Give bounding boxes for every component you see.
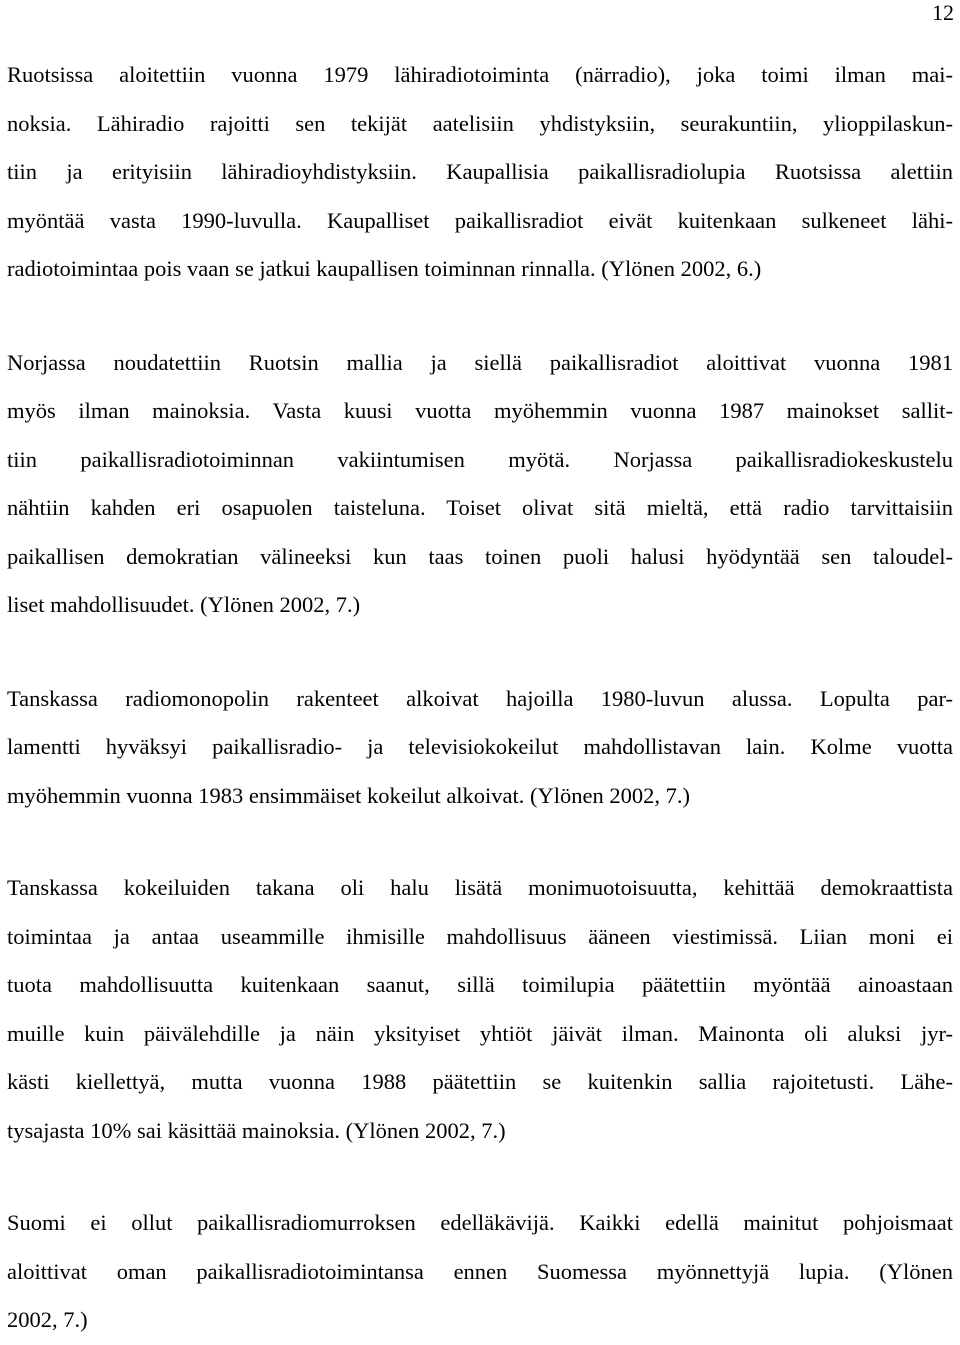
text-line: 2002, 7.)	[7, 1307, 88, 1332]
text-line: liset mahdollisuudet. (Ylönen 2002, 7.)	[7, 592, 361, 617]
text-line: Tanskassa kokeiluiden takana oli halu lisätä monimuotoisuutta, kehittää demokraattista	[7, 875, 953, 900]
text-line: aloittivat oman paikallisradiotoimintansa ennen Suomessa myönnettyjä lupia. (Ylönen	[7, 1258, 953, 1284]
text-line: muille kuin päivälehdille ja näin yksityiset yhtiöt jäivät ilman. Mainonta oli aluksi jyr-	[7, 1020, 953, 1046]
text-line: Tanskassa radiomonopolin rakenteet alkoivat hajoilla 1980-luvun alussa. Lopulta par-	[7, 685, 953, 711]
document-body	[7, 51, 953, 1345]
text-line: tysajasta 10% sai käsittää mainoksia. (Ylönen 2002, 7.)	[7, 1117, 506, 1143]
paragraph-sweden	[7, 51, 953, 294]
paragraph-norway	[7, 339, 953, 630]
text-line: Norjassa noudatettiin Ruotsin mallia ja siellä paikallisradiot aloittivat vuonna 1981	[7, 349, 953, 375]
paragraph-finland	[7, 1199, 953, 1345]
text-line: lamentti hyväksyi paikallisradio- ja televisiokokeilut mahdollistavan lain. Kolme vuotta	[7, 734, 953, 759]
page-number: 12	[932, 0, 954, 25]
paragraph-denmark-trials	[7, 864, 953, 1155]
text-line: tuota mahdollisuutta kuitenkaan saanut, sillä toimilupia päätettiin myöntää ainoastaan	[7, 972, 953, 997]
text-line: myöntää vasta 1990-luvulla. Kaupalliset paikallisradiot eivät kuitenkaan sulkeneet lähi-	[7, 207, 953, 233]
text-line: Suomi ei ollut paikallisradiomurroksen edelläkävijä. Kaikki edellä mainitut pohjoismaat	[7, 1210, 953, 1235]
text-line: radiotoimintaa pois vaan se jatkui kaupallisen toiminnan rinnalla. (Ylönen 2002, 6.)	[7, 256, 762, 281]
text-line: toimintaa ja antaa useammille ihmisille mahdollisuus ääneen viestimissä. Liian moni ei	[7, 923, 953, 949]
text-line: myös ilman mainoksia. Vasta kuusi vuotta myöhemmin vuonna 1987 mainokset sallit-	[7, 398, 953, 423]
paragraph-denmark-monopoly	[7, 675, 953, 821]
text-line: kästi kiellettyä, mutta vuonna 1988 päätettiin se kuitenkin sallia rajoitetusti. Lähe-	[7, 1069, 953, 1094]
text-line: myöhemmin vuonna 1983 ensimmäiset kokeilut alkoivat. (Ylönen 2002, 7.)	[7, 782, 691, 808]
text-line: nähtiin kahden eri osapuolen taisteluna. Toiset olivat sitä mieltä, että radio tarvittaisiin	[7, 495, 953, 520]
text-line: Ruotsissa aloitettiin vuonna 1979 lähiradiotoiminta (närradio), joka toimi ilman mai-	[7, 62, 953, 87]
text-line: tiin paikallisradiotoiminnan vakiintumisen myötä. Norjassa paikallisradiokeskustelu	[7, 446, 953, 472]
text-line: noksia. Lähiradio rajoitti sen tekijät aatelisiin yhdistyksiin, seurakuntiin, ylioppilaskun-	[7, 110, 953, 136]
text-line: tiin ja erityisiin lähiradioyhdistyksiin. Kaupallisia paikallisradiolupia Ruotsissa alettiin	[7, 159, 953, 184]
text-line: paikallisen demokratian välineeksi kun taas toinen puoli halusi hyödyntää sen taloudel-	[7, 543, 953, 569]
